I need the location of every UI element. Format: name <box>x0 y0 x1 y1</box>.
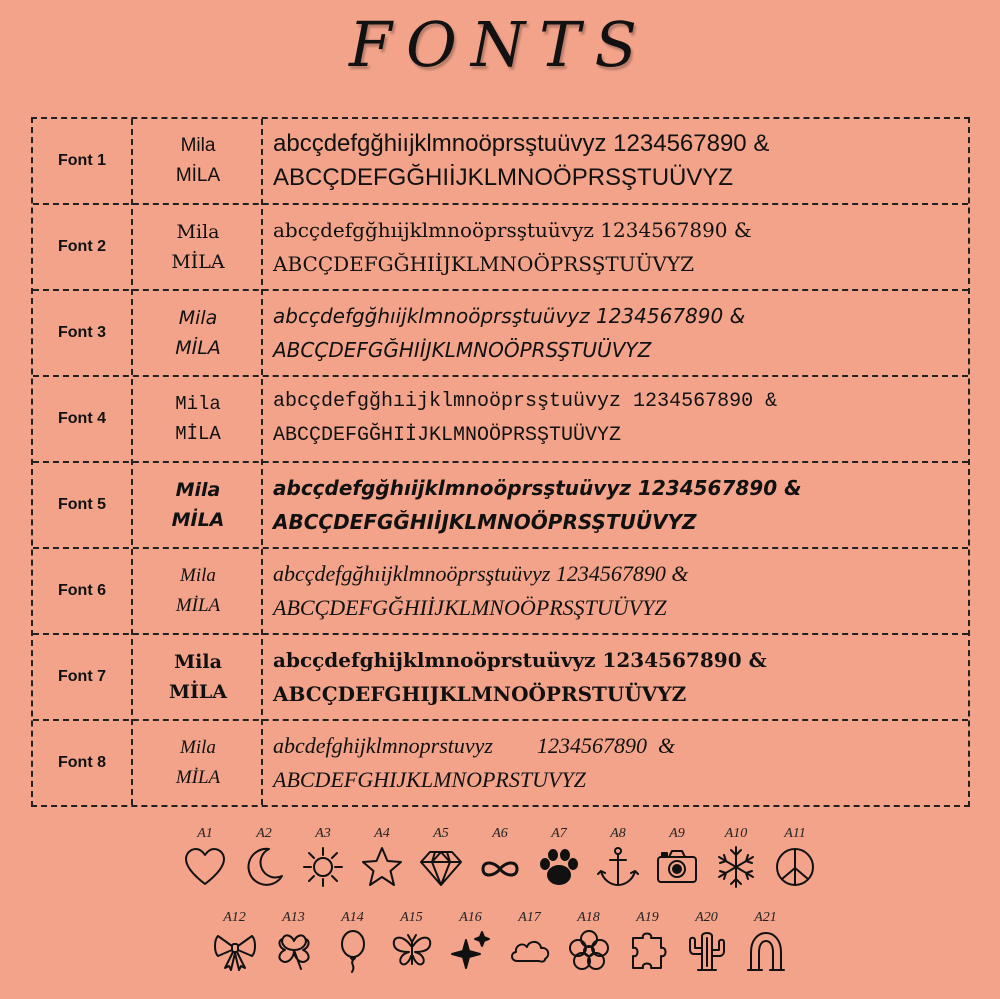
icon-code: A2 <box>256 826 272 841</box>
icon-option-a21 <box>736 910 795 974</box>
alphabet-lower: abcdefghijklmnoprstuvyz 1234567890 & <box>273 733 676 758</box>
icon-code: A3 <box>315 826 331 841</box>
icon-option-a9 <box>648 826 707 890</box>
bow-icon <box>212 928 258 974</box>
heart-icon <box>182 844 228 890</box>
icon-option-a18 <box>559 910 618 974</box>
font-label: Font 1 <box>58 152 106 169</box>
alphabet-upper: ABCÇDEFGĞHIİJKLMNOÖPRSŞTUÜVYZ <box>273 338 652 362</box>
snowflake-icon <box>713 844 759 890</box>
font-sample <box>133 549 263 633</box>
font-label: Font 7 <box>58 668 106 685</box>
icon-option-a8 <box>589 826 648 890</box>
fonts-table <box>31 117 970 807</box>
icon-option-a2 <box>235 826 294 890</box>
sample-upper: MİLA <box>175 767 221 788</box>
font-alphabet <box>273 291 963 375</box>
page-title: FONTS <box>349 8 651 81</box>
icon-option-a11 <box>766 826 825 890</box>
flower-icon <box>566 928 612 974</box>
camera-icon <box>654 844 700 890</box>
paw-icon <box>536 844 582 890</box>
sample-lower: Mila <box>180 565 216 586</box>
font-label: Font 2 <box>58 238 106 255</box>
sample-lower: Mila <box>175 393 221 415</box>
icon-option-a17 <box>500 910 559 974</box>
font-row-4 <box>33 377 968 463</box>
sample-upper: MİLA <box>168 681 228 703</box>
sample-upper: MİLA <box>175 165 221 186</box>
font-alphabet <box>273 205 963 289</box>
peace-icon <box>772 844 818 890</box>
butterfly-icon <box>389 928 435 974</box>
icon-code: A10 <box>724 826 748 841</box>
font-alphabet <box>273 119 963 203</box>
font-row-1 <box>33 119 968 205</box>
infinity-icon <box>477 844 523 890</box>
icon-code: A16 <box>459 910 482 925</box>
alphabet-lower: abcçdefghijklmnoöprstuüvyz 1234567890 & <box>273 648 767 672</box>
icon-option-a6 <box>471 826 530 890</box>
icon-code: A18 <box>577 910 600 925</box>
font-row-8 <box>33 721 968 805</box>
font-label: Font 8 <box>58 754 106 771</box>
icon-code: A20 <box>695 910 718 925</box>
icon-row-2 <box>0 910 1000 974</box>
icon-option-a14 <box>323 910 382 974</box>
horseshoe-icon <box>743 928 789 974</box>
font-row-6 <box>33 549 968 635</box>
font-alphabet <box>273 377 963 461</box>
cactus-icon <box>684 928 730 974</box>
font-sample <box>133 119 263 203</box>
sun-icon <box>300 844 346 890</box>
star-icon <box>359 844 405 890</box>
font-alphabet <box>273 635 963 719</box>
font-alphabet <box>273 721 963 805</box>
icon-row-1 <box>0 826 1000 890</box>
alphabet-upper: ABCÇDEFGĞHIİJKLMNOÖPRSŞTUÜVYZ <box>273 510 697 534</box>
icon-option-a5 <box>412 826 471 890</box>
icon-code: A6 <box>492 826 508 841</box>
icon-option-a15 <box>382 910 441 974</box>
font-sample <box>133 291 263 375</box>
icon-option-a20 <box>677 910 736 974</box>
icon-option-a19 <box>618 910 677 974</box>
sample-upper: MİLA <box>171 251 225 273</box>
alphabet-lower: abcçdefgğhıijklmnoöprsştuüvyz 1234567890 & <box>273 561 689 586</box>
icon-option-a13 <box>264 910 323 974</box>
alphabet-upper: ABCÇDEFGĞHIİJKLMNOÖPRSŞTUÜVYZ <box>273 164 734 191</box>
font-alphabet <box>273 549 963 633</box>
icon-code: A11 <box>784 826 806 841</box>
font-label: Font 4 <box>58 410 106 427</box>
font-sample <box>133 721 263 805</box>
sample-upper: MİLA <box>171 509 225 531</box>
font-row-5 <box>33 463 968 549</box>
font-sample <box>133 377 263 461</box>
sample-lower: Mila <box>180 135 216 156</box>
icon-option-a1 <box>176 826 235 890</box>
alphabet-upper: ABCÇDEFGĞHIİJKLMNOÖPRSŞTUÜVYZ <box>273 595 667 620</box>
balloon-icon <box>330 928 376 974</box>
sparkle-icon <box>448 928 494 974</box>
font-label: Font 3 <box>58 324 106 341</box>
icon-code: A15 <box>400 910 423 925</box>
icon-code: A7 <box>551 826 567 841</box>
sample-lower: Mila <box>175 479 221 501</box>
icon-code: A8 <box>610 826 626 841</box>
alphabet-lower: abcçdefgğhıijklmnoöprsştuüvyz 1234567890 & <box>273 304 746 328</box>
font-row-2 <box>33 205 968 291</box>
diamond-icon <box>418 844 464 890</box>
font-row-3 <box>33 291 968 377</box>
font-sample <box>133 463 263 547</box>
moon-icon <box>241 844 287 890</box>
icon-code: A14 <box>341 910 364 925</box>
sample-upper: MİLA <box>175 337 221 359</box>
icon-option-a3 <box>294 826 353 890</box>
sample-lower: Mila <box>174 651 222 673</box>
anchor-icon <box>595 844 641 890</box>
alphabet-lower: abcçdefgğhıijklmnoöprsştuüvyz 1234567890 & <box>273 476 802 500</box>
icon-option-a16 <box>441 910 500 974</box>
clover-icon <box>271 928 317 974</box>
icon-code: A21 <box>754 910 777 925</box>
icon-option-a4 <box>353 826 412 890</box>
icon-code: A5 <box>433 826 449 841</box>
sample-lower: Mila <box>176 221 220 243</box>
alphabet-upper: ABCÇDEFGĞHIİJKLMNOÖPRSŞTUÜVYZ <box>273 424 622 447</box>
icon-option-a7 <box>530 826 589 890</box>
font-label: Font 6 <box>58 582 106 599</box>
alphabet-upper: ABCDEFGHIJKLMNOPRSTUVYZ <box>273 767 586 792</box>
icon-code: A13 <box>282 910 305 925</box>
icon-code: A4 <box>374 826 390 841</box>
icon-code: A17 <box>518 910 541 925</box>
font-sample <box>133 205 263 289</box>
font-label: Font 5 <box>58 496 106 513</box>
sample-upper: MİLA <box>175 423 221 445</box>
icon-code: A1 <box>197 826 213 841</box>
font-sample <box>133 635 263 719</box>
alphabet-upper: ABCÇDEFGHIJKLMNOÖPRSTUÜVYZ <box>273 682 687 706</box>
alphabet-lower: abcçdefgğhıijklmnoöprsştuüvyz 1234567890 & <box>273 218 752 242</box>
sample-lower: Mila <box>180 737 216 758</box>
alphabet-lower: abcçdefgğhiıjklmnoöprsştuüvyz 1234567890 & <box>273 130 770 157</box>
sample-upper: MİLA <box>175 595 221 616</box>
font-row-7 <box>33 635 968 721</box>
alphabet-upper: ABCÇDEFGĞHIİJKLMNOÖPRSŞTUÜVYZ <box>273 252 694 276</box>
sample-lower: Mila <box>178 307 218 329</box>
icon-code: A12 <box>223 910 246 925</box>
cloud-icon <box>507 928 553 974</box>
font-alphabet <box>273 463 963 547</box>
icon-option-a10 <box>707 826 766 890</box>
icon-code: A9 <box>669 826 685 841</box>
icon-code: A19 <box>636 910 659 925</box>
alphabet-lower: abcçdefgğhıijklmnoöprsştuüvyz 1234567890 & <box>273 390 778 413</box>
icon-option-a12 <box>205 910 264 974</box>
puzzle-icon <box>625 928 671 974</box>
